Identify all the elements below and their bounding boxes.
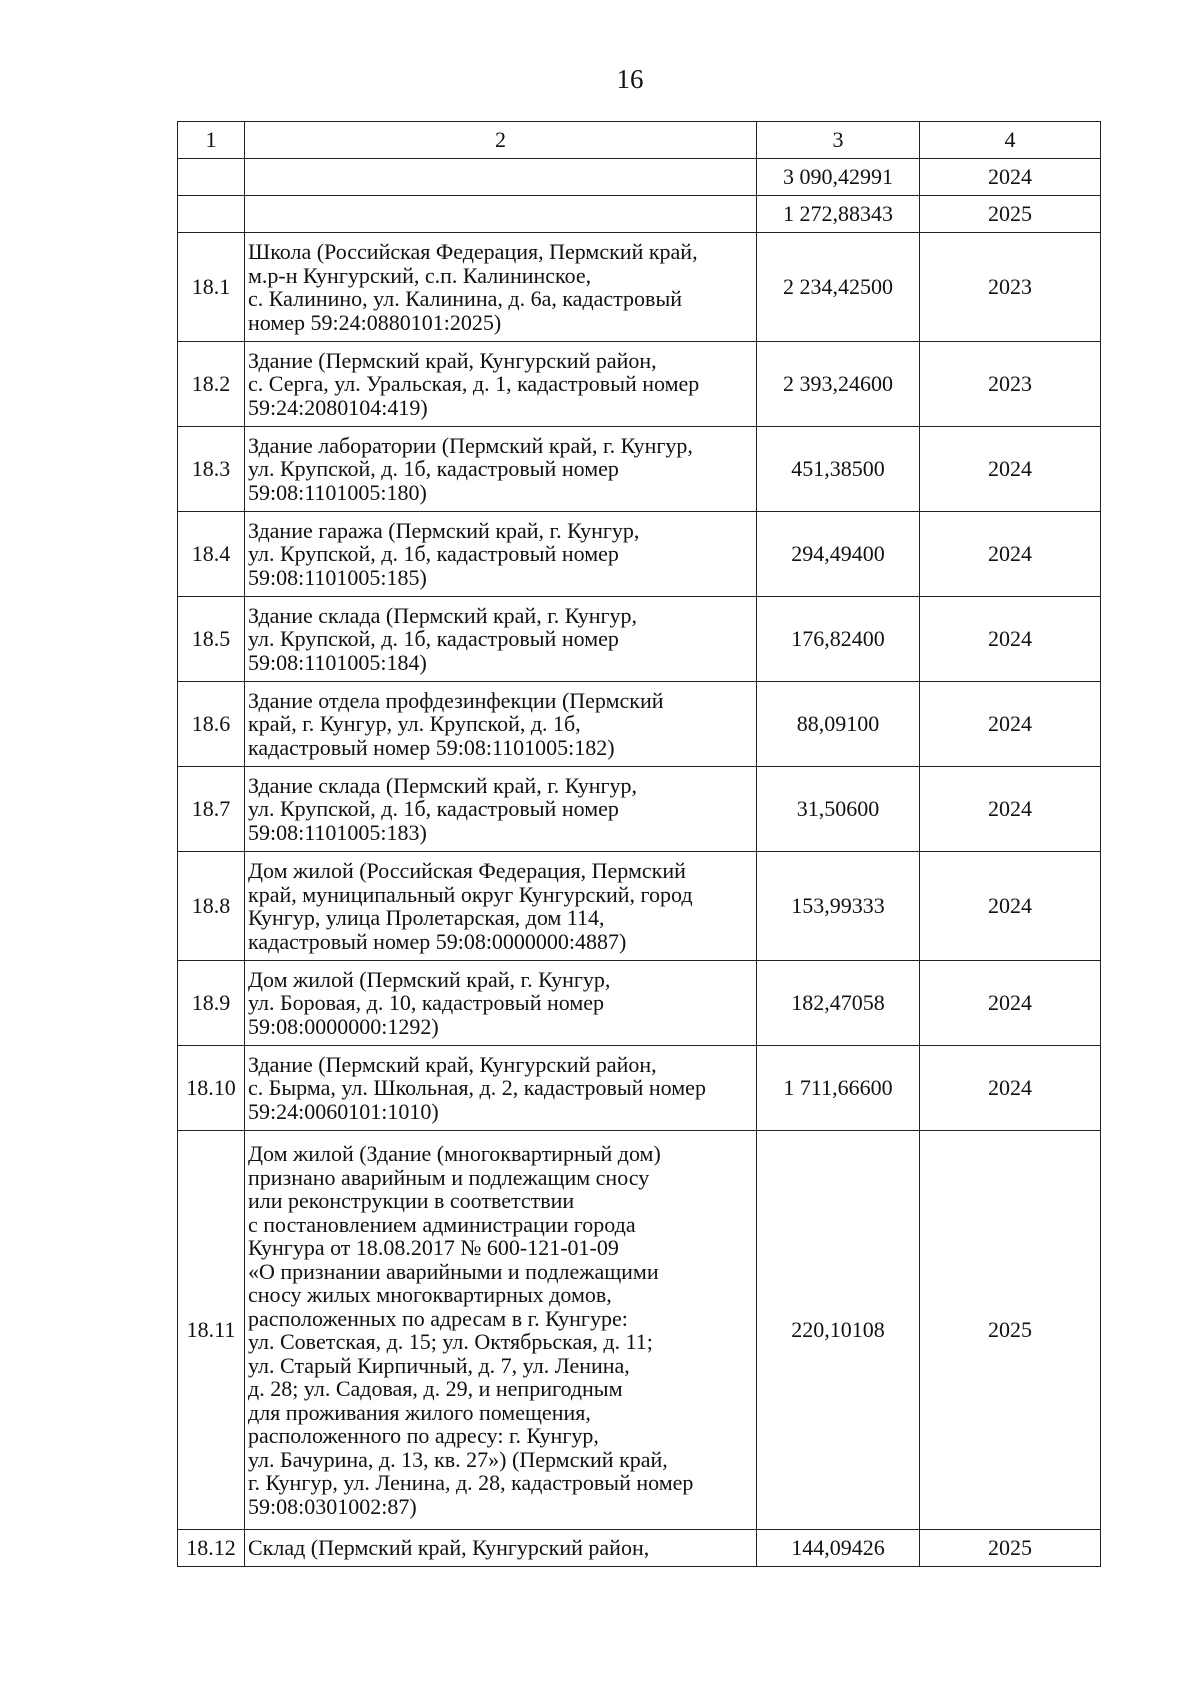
description-line: д. 28; ул. Садовая, д. 29, и непригодным xyxy=(248,1376,623,1401)
description-line: Здание отдела профдезинфекции (Пермский xyxy=(248,687,664,713)
value-cell: 1 272,88343 xyxy=(757,196,920,233)
empty-cell xyxy=(178,159,245,196)
row-number-cell: 18.3 xyxy=(178,427,245,512)
row-number-cell: 18.2 xyxy=(178,342,245,427)
value-cell: 31,50600 xyxy=(757,767,920,852)
description-line: с постановлением администрации города xyxy=(248,1211,636,1237)
description-line: 59:08:1101005:185) xyxy=(248,564,427,590)
continuation-row xyxy=(178,196,1101,233)
value-cell: 1 711,66600 xyxy=(757,1046,920,1131)
table-row xyxy=(178,512,1101,597)
description-line: или реконструкции в соответствии xyxy=(248,1188,575,1213)
description-line: 59:08:1101005:183) xyxy=(248,819,427,845)
description-line: номер 59:24:0880101:2025) xyxy=(248,309,502,335)
value-cell: 176,82400 xyxy=(757,597,920,682)
column-header: 1 xyxy=(178,122,245,159)
description-line: признано аварийным и подлежащим сносу xyxy=(248,1164,650,1190)
year-cell: 2024 xyxy=(920,512,1101,597)
description-cell xyxy=(245,1530,757,1567)
table-row xyxy=(178,1530,1101,1567)
value-cell: 144,09426 xyxy=(757,1530,920,1567)
description-line: Здание лаборатории (Пермский край, г. Кунгур, xyxy=(248,432,693,458)
description-line: г. Кунгур, ул. Ленина, д. 28, кадастровый номер xyxy=(248,1470,694,1495)
year-cell: 2024 xyxy=(920,597,1101,682)
description-line: край, г. Кунгур, ул. Крупской, д. 1б, xyxy=(248,711,581,737)
description-line: для проживания жилого помещения, xyxy=(248,1399,591,1425)
value-cell: 2 393,24600 xyxy=(757,342,920,427)
description-line: расположенных по адресам в г. Кунгуре: xyxy=(248,1305,628,1331)
description-line: м.р-н Кунгурский, с.п. Калининское, xyxy=(248,262,592,288)
description-cell xyxy=(245,682,757,767)
description-line: сносу жилых многоквартирных домов, xyxy=(248,1282,612,1307)
year-cell: 2024 xyxy=(920,852,1101,961)
table-row xyxy=(178,1046,1101,1131)
value-cell: 88,09100 xyxy=(757,682,920,767)
continuation-row xyxy=(178,159,1101,196)
table-row xyxy=(178,961,1101,1046)
empty-cell xyxy=(178,196,245,233)
year-cell: 2024 xyxy=(920,961,1101,1046)
description-line: ул. Крупской, д. 1б, кадастровый номер xyxy=(248,541,619,567)
year-cell: 2023 xyxy=(920,342,1101,427)
description-line: ул. Боровая, д. 10, кадастровый номер xyxy=(248,990,605,1016)
description-line: Склад (Пермский край, Кунгурский район, xyxy=(248,1535,650,1561)
value-cell: 220,10108 xyxy=(757,1131,920,1530)
description-line: Дом жилой (Здание (многоквартирный дом) xyxy=(248,1141,661,1166)
value-cell: 3 090,42991 xyxy=(757,159,920,196)
description-cell xyxy=(245,233,757,342)
year-cell: 2023 xyxy=(920,233,1101,342)
value-cell: 294,49400 xyxy=(757,512,920,597)
description-line: кадастровый номер 59:08:0000000:4887) xyxy=(248,928,627,954)
row-number-cell: 18.1 xyxy=(178,233,245,342)
description-line: Здание (Пермский край, Кунгурский район, xyxy=(248,1051,657,1077)
description-line: Кунгура от 18.08.2017 № 600-121-01-09 xyxy=(248,1235,619,1260)
description-line: с. Бырма, ул. Школьная, д. 2, кадастровый номер xyxy=(248,1075,706,1101)
value-cell: 2 234,42500 xyxy=(757,233,920,342)
description-line: Кунгур, улица Пролетарская, дом 114, xyxy=(248,905,605,930)
empty-cell xyxy=(245,159,757,196)
description-line: 59:08:0301002:87) xyxy=(248,1493,417,1519)
row-number-cell: 18.8 xyxy=(178,852,245,961)
year-cell: 2025 xyxy=(920,1530,1101,1567)
table-body xyxy=(178,233,1101,1567)
row-number-cell: 18.5 xyxy=(178,597,245,682)
description-line: 59:24:0060101:1010) xyxy=(248,1098,439,1124)
description-cell xyxy=(245,852,757,961)
row-number-cell: 18.11 xyxy=(178,1131,245,1530)
year-cell: 2025 xyxy=(920,1131,1101,1530)
table-row xyxy=(178,682,1101,767)
value-cell: 451,38500 xyxy=(757,427,920,512)
row-number-cell: 18.12 xyxy=(178,1530,245,1567)
description-cell xyxy=(245,512,757,597)
description-cell xyxy=(245,1131,757,1530)
description-line: Дом жилой (Пермский край, г. Кунгур, xyxy=(248,966,611,992)
description-line: Здание (Пермский край, Кунгурский район, xyxy=(248,347,657,373)
description-cell xyxy=(245,767,757,852)
data-table xyxy=(177,121,1101,1567)
value-cell: 153,99333 xyxy=(757,852,920,961)
table-row xyxy=(178,427,1101,512)
description-line: Здание гаража (Пермский край, г. Кунгур, xyxy=(248,517,640,543)
year-cell: 2024 xyxy=(920,682,1101,767)
description-line: ул. Крупской, д. 1б, кадастровый номер xyxy=(248,626,619,652)
description-line: ул. Советская, д. 15; ул. Октябрьская, д. 11; xyxy=(248,1329,653,1354)
description-line: 59:08:1101005:184) xyxy=(248,649,427,675)
description-cell xyxy=(245,597,757,682)
description-cell xyxy=(245,1046,757,1131)
year-cell: 2025 xyxy=(920,196,1101,233)
table-row xyxy=(178,597,1101,682)
description-line: 59:08:1101005:180) xyxy=(248,479,427,505)
row-number-cell: 18.7 xyxy=(178,767,245,852)
year-cell: 2024 xyxy=(920,767,1101,852)
table-row xyxy=(178,852,1101,961)
table-row xyxy=(178,767,1101,852)
description-line: Здание склада (Пермский край, г. Кунгур, xyxy=(248,772,638,798)
description-line: с. Серга, ул. Уральская, д. 1, кадастровый номер xyxy=(248,371,700,397)
table-header-row xyxy=(178,122,1101,159)
description-line: Дом жилой (Российская Федерация, Пермский xyxy=(248,858,686,883)
row-number-cell: 18.6 xyxy=(178,682,245,767)
row-number-cell: 18.10 xyxy=(178,1046,245,1131)
description-line: расположенного по адресу: г. Кунгур, xyxy=(248,1423,599,1448)
column-header: 3 xyxy=(757,122,920,159)
description-line: 59:08:0000000:1292) xyxy=(248,1013,439,1039)
table-row xyxy=(178,342,1101,427)
description-line: Школа (Российская Федерация, Пермский край, xyxy=(248,239,698,264)
description-line: «О признании аварийными и подлежащими xyxy=(248,1258,659,1284)
column-header: 2 xyxy=(245,122,757,159)
description-cell xyxy=(245,342,757,427)
description-line: кадастровый номер 59:08:1101005:182) xyxy=(248,734,615,760)
description-line: 59:24:2080104:419) xyxy=(248,394,428,420)
year-cell: 2024 xyxy=(920,159,1101,196)
description-cell xyxy=(245,961,757,1046)
row-number-cell: 18.9 xyxy=(178,961,245,1046)
table-row xyxy=(178,1131,1101,1530)
empty-cell xyxy=(245,196,757,233)
description-line: ул. Крупской, д. 1б, кадастровый номер xyxy=(248,456,619,482)
description-line: ул. Крупской, д. 1б, кадастровый номер xyxy=(248,796,619,822)
value-cell: 182,47058 xyxy=(757,961,920,1046)
description-line: край, муниципальный округ Кунгурский, город xyxy=(248,881,693,907)
row-number-cell: 18.4 xyxy=(178,512,245,597)
description-line: Здание склада (Пермский край, г. Кунгур, xyxy=(248,602,638,628)
description-cell xyxy=(245,427,757,512)
table-row xyxy=(178,233,1101,342)
description-line: ул. Старый Кирпичный, д. 7, ул. Ленина, xyxy=(248,1352,630,1378)
column-header: 4 xyxy=(920,122,1101,159)
page-number: 16 xyxy=(616,64,644,94)
year-cell: 2024 xyxy=(920,1046,1101,1131)
year-cell: 2024 xyxy=(920,427,1101,512)
description-line: с. Калинино, ул. Калинина, д. 6а, кадастровый xyxy=(248,286,682,311)
description-line: ул. Бачурина, д. 13, кв. 27») (Пермский край, xyxy=(248,1446,668,1472)
